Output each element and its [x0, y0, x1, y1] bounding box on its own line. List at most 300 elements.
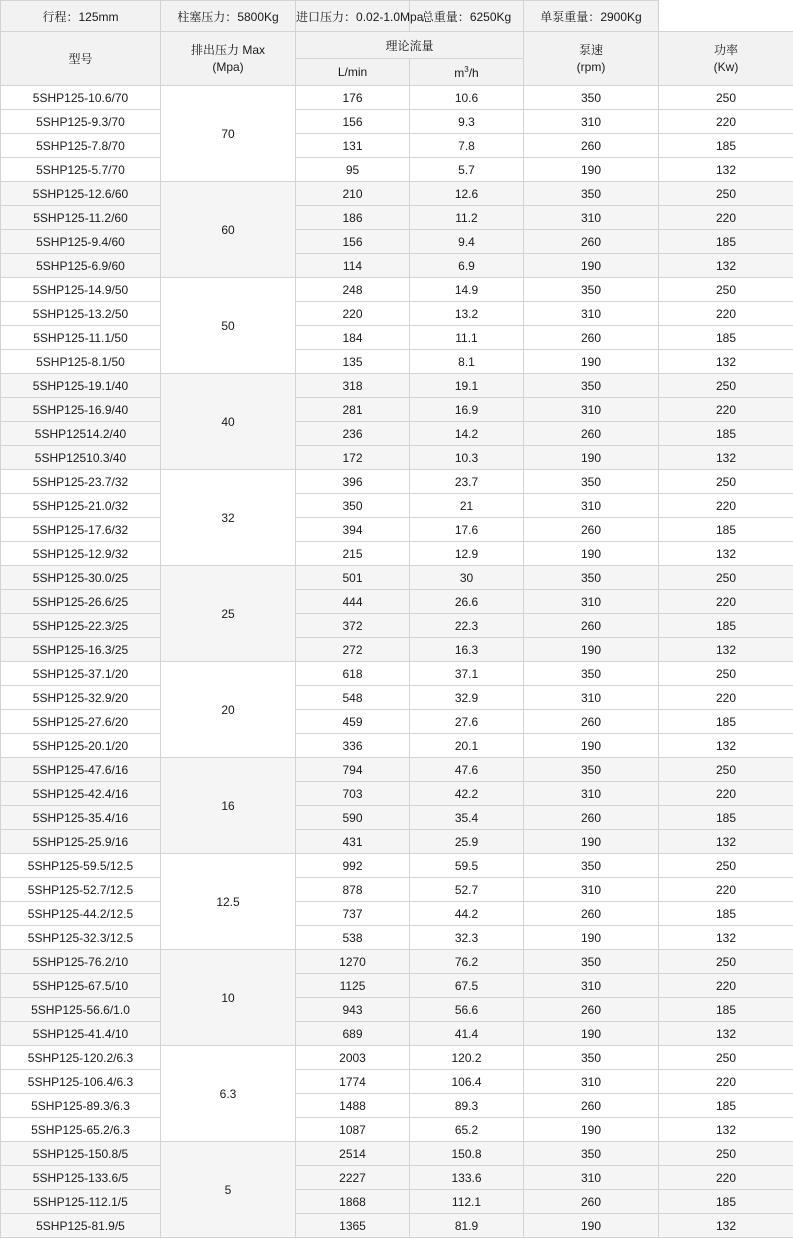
- table-row: [1, 1166, 793, 1190]
- cell-model: 5SHP125-47.6/16: [1, 758, 161, 782]
- cell-discharge-pressure: 16: [161, 758, 296, 854]
- cell-discharge-pressure: 20: [161, 662, 296, 758]
- cell-power: 220: [659, 782, 793, 806]
- cell-power: 220: [659, 302, 793, 326]
- cell-power: 220: [659, 110, 793, 134]
- table-row: [1, 590, 793, 614]
- cell-model: 5SHP125-59.5/12.5: [1, 854, 161, 878]
- cell-pump-speed: 350: [524, 182, 659, 206]
- cell-pump-speed: 350: [524, 950, 659, 974]
- cell-pump-speed: 190: [524, 926, 659, 950]
- cell-flow-m3h: 14.2: [410, 422, 524, 446]
- cell-power: 185: [659, 134, 793, 158]
- cell-model: 5SHP125-20.1/20: [1, 734, 161, 758]
- cell-power: 132: [659, 830, 793, 854]
- cell-model: 5SHP125-133.6/5: [1, 1166, 161, 1190]
- header-discharge-pressure: [161, 32, 296, 86]
- cell-pump-speed: 350: [524, 374, 659, 398]
- table-row: [1, 1046, 793, 1070]
- table-row: [1, 1022, 793, 1046]
- cell-flow-lmin: 396: [296, 470, 410, 494]
- cell-flow-m3h: 30: [410, 566, 524, 590]
- header-pump-speed: [524, 32, 659, 86]
- cell-flow-lmin: 236: [296, 422, 410, 446]
- cell-power: 132: [659, 542, 793, 566]
- table-row: [1, 758, 793, 782]
- cell-pump-speed: 190: [524, 158, 659, 182]
- cell-power: 185: [659, 1190, 793, 1214]
- table-row: [1, 542, 793, 566]
- cell-model: 5SHP125-41.4/10: [1, 1022, 161, 1046]
- cell-model: 5SHP125-12.6/60: [1, 182, 161, 206]
- cell-discharge-pressure: 12.5: [161, 854, 296, 950]
- cell-power: 185: [659, 422, 793, 446]
- cell-flow-m3h: 106.4: [410, 1070, 524, 1094]
- cell-pump-speed: 310: [524, 1070, 659, 1094]
- cell-flow-lmin: 501: [296, 566, 410, 590]
- cell-power: 132: [659, 1214, 793, 1238]
- cell-flow-lmin: 350: [296, 494, 410, 518]
- cell-power: 220: [659, 398, 793, 422]
- cell-power: 220: [659, 590, 793, 614]
- table-row: [1, 902, 793, 926]
- cell-flow-lmin: 943: [296, 998, 410, 1022]
- table-row: [1, 782, 793, 806]
- cell-flow-m3h: 150.8: [410, 1142, 524, 1166]
- cell-power: 250: [659, 86, 793, 110]
- cell-model: 5SHP125-76.2/10: [1, 950, 161, 974]
- cell-discharge-pressure: 32: [161, 470, 296, 566]
- cell-flow-lmin: 176: [296, 86, 410, 110]
- table-row: [1, 878, 793, 902]
- cell-power: 185: [659, 518, 793, 542]
- cell-model: 5SHP125-25.9/16: [1, 830, 161, 854]
- cell-power: 132: [659, 734, 793, 758]
- table-row: [1, 230, 793, 254]
- cell-pump-speed: 190: [524, 542, 659, 566]
- cell-power: 250: [659, 1142, 793, 1166]
- cell-flow-lmin: 431: [296, 830, 410, 854]
- spec-item: [161, 1, 296, 32]
- cell-flow-lmin: 156: [296, 110, 410, 134]
- cell-discharge-pressure: 60: [161, 182, 296, 278]
- cell-model: 5SHP125-8.1/50: [1, 350, 161, 374]
- cell-flow-m3h: 16.9: [410, 398, 524, 422]
- cell-power: 220: [659, 494, 793, 518]
- cell-power: 185: [659, 230, 793, 254]
- table-row: [1, 422, 793, 446]
- cell-model: 5SHP125-32.9/20: [1, 686, 161, 710]
- cell-flow-m3h: 27.6: [410, 710, 524, 734]
- cell-model: 5SHP125-16.3/25: [1, 638, 161, 662]
- cell-flow-m3h: 12.6: [410, 182, 524, 206]
- cell-flow-m3h: 76.2: [410, 950, 524, 974]
- table-row: [1, 974, 793, 998]
- cell-flow-m3h: 7.8: [410, 134, 524, 158]
- cell-power: 132: [659, 254, 793, 278]
- cell-flow-lmin: 272: [296, 638, 410, 662]
- cell-flow-m3h: 120.2: [410, 1046, 524, 1070]
- header-model: 型号: [1, 32, 161, 86]
- cell-power: 250: [659, 854, 793, 878]
- cell-model: 5SHP125-65.2/6.3: [1, 1118, 161, 1142]
- header-flow-m3h-exponent: 3: [464, 65, 468, 74]
- cell-model: 5SHP125-9.3/70: [1, 110, 161, 134]
- cell-flow-m3h: 26.6: [410, 590, 524, 614]
- cell-flow-m3h: 17.6: [410, 518, 524, 542]
- cell-discharge-pressure: 40: [161, 374, 296, 470]
- cell-pump-speed: 310: [524, 206, 659, 230]
- cell-flow-lmin: 156: [296, 230, 410, 254]
- cell-flow-m3h: 81.9: [410, 1214, 524, 1238]
- table-row: [1, 806, 793, 830]
- cell-power: 220: [659, 1070, 793, 1094]
- header-theoretical-flow: 理论流量: [296, 32, 524, 59]
- cell-model: 5SHP125-42.4/16: [1, 782, 161, 806]
- cell-pump-speed: 260: [524, 806, 659, 830]
- cell-power: 220: [659, 878, 793, 902]
- cell-model: 5SHP125-81.9/5: [1, 1214, 161, 1238]
- cell-power: 132: [659, 1022, 793, 1046]
- table-row: [1, 926, 793, 950]
- table-row: [1, 830, 793, 854]
- cell-pump-speed: 310: [524, 686, 659, 710]
- cell-flow-lmin: 737: [296, 902, 410, 926]
- spec-strip-row: [1, 1, 793, 32]
- table-header-row-primary: [1, 32, 793, 59]
- cell-pump-speed: 260: [524, 518, 659, 542]
- cell-pump-speed: 190: [524, 1214, 659, 1238]
- cell-pump-speed: 260: [524, 614, 659, 638]
- spec-item-label: 柱塞压力：: [177, 10, 237, 24]
- cell-flow-lmin: 1774: [296, 1070, 410, 1094]
- cell-model: 5SHP125-10.6/70: [1, 86, 161, 110]
- table-row: [1, 134, 793, 158]
- table-row: [1, 86, 793, 110]
- table-row: [1, 398, 793, 422]
- table-row: [1, 374, 793, 398]
- cell-pump-speed: 260: [524, 1094, 659, 1118]
- table-row: [1, 158, 793, 182]
- cell-flow-m3h: 16.3: [410, 638, 524, 662]
- cell-flow-m3h: 67.5: [410, 974, 524, 998]
- cell-power: 132: [659, 638, 793, 662]
- table-row: [1, 566, 793, 590]
- cell-discharge-pressure: 5: [161, 1142, 296, 1238]
- table-row: [1, 686, 793, 710]
- cell-model: 5SHP125-112.1/5: [1, 1190, 161, 1214]
- table-row: [1, 614, 793, 638]
- cell-power: 185: [659, 710, 793, 734]
- spec-item-label: 行程：: [42, 10, 78, 24]
- table-row: [1, 254, 793, 278]
- cell-pump-speed: 260: [524, 998, 659, 1022]
- cell-pump-speed: 260: [524, 1190, 659, 1214]
- table-row: [1, 662, 793, 686]
- cell-power: 220: [659, 974, 793, 998]
- spec-item: [410, 1, 524, 32]
- cell-pump-speed: 260: [524, 422, 659, 446]
- spec-item-value: 2900Kg: [600, 10, 641, 24]
- table-row: [1, 854, 793, 878]
- spec-item-label: 单泵重量：: [540, 10, 600, 24]
- table-row: [1, 326, 793, 350]
- cell-discharge-pressure: 70: [161, 86, 296, 182]
- cell-flow-lmin: 372: [296, 614, 410, 638]
- cell-model: 5SHP125-11.2/60: [1, 206, 161, 230]
- cell-power: 250: [659, 470, 793, 494]
- cell-flow-m3h: 12.9: [410, 542, 524, 566]
- cell-model: 5SHP125-14.9/50: [1, 278, 161, 302]
- cell-flow-m3h: 10.6: [410, 86, 524, 110]
- cell-flow-m3h: 52.7: [410, 878, 524, 902]
- header-flow-m3h-prefix: m: [454, 66, 464, 80]
- cell-pump-speed: 350: [524, 470, 659, 494]
- cell-flow-lmin: 95: [296, 158, 410, 182]
- cell-power: 132: [659, 350, 793, 374]
- table-row: [1, 1070, 793, 1094]
- cell-flow-lmin: 1868: [296, 1190, 410, 1214]
- cell-power: 185: [659, 614, 793, 638]
- cell-pump-speed: 260: [524, 710, 659, 734]
- cell-flow-lmin: 184: [296, 326, 410, 350]
- cell-model: 5SHP125-52.7/12.5: [1, 878, 161, 902]
- cell-flow-lmin: 794: [296, 758, 410, 782]
- table-row: [1, 1094, 793, 1118]
- cell-model: 5SHP125-56.6/1.0: [1, 998, 161, 1022]
- cell-pump-speed: 310: [524, 878, 659, 902]
- spec-item-value: 125mm: [79, 10, 119, 24]
- cell-pump-speed: 190: [524, 638, 659, 662]
- spec-item-label: 进口压力：: [296, 10, 356, 24]
- cell-pump-speed: 310: [524, 494, 659, 518]
- cell-power: 185: [659, 998, 793, 1022]
- table-row: [1, 950, 793, 974]
- cell-flow-m3h: 32.3: [410, 926, 524, 950]
- cell-power: 250: [659, 1046, 793, 1070]
- cell-model: 5SHP125-19.1/40: [1, 374, 161, 398]
- cell-flow-lmin: 1270: [296, 950, 410, 974]
- cell-discharge-pressure: 10: [161, 950, 296, 1046]
- cell-model: 5SHP125-35.4/16: [1, 806, 161, 830]
- cell-flow-m3h: 19.1: [410, 374, 524, 398]
- cell-flow-m3h: 22.3: [410, 614, 524, 638]
- header-pump-speed-title: 泵速: [524, 42, 658, 58]
- header-flow-lmin: L/min: [296, 59, 410, 86]
- cell-power: 250: [659, 278, 793, 302]
- cell-pump-speed: 310: [524, 782, 659, 806]
- cell-flow-lmin: 2003: [296, 1046, 410, 1070]
- cell-power: 250: [659, 566, 793, 590]
- cell-flow-lmin: 131: [296, 134, 410, 158]
- cell-flow-m3h: 32.9: [410, 686, 524, 710]
- cell-flow-lmin: 548: [296, 686, 410, 710]
- cell-pump-speed: 350: [524, 1046, 659, 1070]
- table-row: [1, 1118, 793, 1142]
- cell-pump-speed: 350: [524, 758, 659, 782]
- spec-item-value: 0.02-1.0Mpa: [356, 10, 423, 24]
- cell-flow-m3h: 89.3: [410, 1094, 524, 1118]
- cell-model: 5SHP125-13.2/50: [1, 302, 161, 326]
- cell-power: 250: [659, 758, 793, 782]
- cell-pump-speed: 350: [524, 86, 659, 110]
- cell-model: 5SHP125-6.9/60: [1, 254, 161, 278]
- header-power-title: 功率: [659, 42, 793, 58]
- cell-pump-speed: 190: [524, 254, 659, 278]
- spec-item-value: 6250Kg: [470, 10, 511, 24]
- cell-flow-m3h: 6.9: [410, 254, 524, 278]
- cell-model: 5SHP125-32.3/12.5: [1, 926, 161, 950]
- spec-item: [296, 1, 410, 32]
- cell-pump-speed: 310: [524, 398, 659, 422]
- cell-power: 185: [659, 806, 793, 830]
- cell-pump-speed: 350: [524, 1142, 659, 1166]
- cell-flow-m3h: 25.9: [410, 830, 524, 854]
- cell-power: 250: [659, 662, 793, 686]
- cell-model: 5SHP125-23.7/32: [1, 470, 161, 494]
- cell-pump-speed: 260: [524, 326, 659, 350]
- header-discharge-pressure-unit: (Mpa): [161, 59, 295, 75]
- table-row: [1, 998, 793, 1022]
- cell-flow-m3h: 11.1: [410, 326, 524, 350]
- spec-item: [524, 1, 659, 32]
- cell-flow-m3h: 13.2: [410, 302, 524, 326]
- cell-power: 185: [659, 1094, 793, 1118]
- cell-pump-speed: 260: [524, 134, 659, 158]
- cell-flow-m3h: 9.4: [410, 230, 524, 254]
- table-row: [1, 638, 793, 662]
- cell-model: 5SHP125-150.8/5: [1, 1142, 161, 1166]
- cell-flow-lmin: 1125: [296, 974, 410, 998]
- cell-power: 132: [659, 446, 793, 470]
- cell-flow-lmin: 618: [296, 662, 410, 686]
- cell-flow-lmin: 135: [296, 350, 410, 374]
- cell-flow-lmin: 2514: [296, 1142, 410, 1166]
- cell-model: 5SHP12514.2/40: [1, 422, 161, 446]
- cell-flow-lmin: 1365: [296, 1214, 410, 1238]
- table-row: [1, 278, 793, 302]
- cell-flow-m3h: 59.5: [410, 854, 524, 878]
- cell-model: 5SHP125-106.4/6.3: [1, 1070, 161, 1094]
- cell-flow-m3h: 20.1: [410, 734, 524, 758]
- cell-discharge-pressure: 50: [161, 278, 296, 374]
- cell-flow-lmin: 459: [296, 710, 410, 734]
- cell-power: 220: [659, 1166, 793, 1190]
- cell-power: 220: [659, 686, 793, 710]
- cell-flow-lmin: 878: [296, 878, 410, 902]
- cell-flow-lmin: 336: [296, 734, 410, 758]
- cell-model: 5SHP125-17.6/32: [1, 518, 161, 542]
- spec-item-label: 总重量：: [422, 10, 470, 24]
- cell-power: 132: [659, 1118, 793, 1142]
- table-row: [1, 494, 793, 518]
- cell-flow-m3h: 56.6: [410, 998, 524, 1022]
- cell-flow-m3h: 35.4: [410, 806, 524, 830]
- cell-flow-lmin: 210: [296, 182, 410, 206]
- cell-flow-m3h: 21: [410, 494, 524, 518]
- cell-power: 185: [659, 902, 793, 926]
- cell-model: 5SHP12510.3/40: [1, 446, 161, 470]
- spec-item-value: 5800Kg: [237, 10, 278, 24]
- cell-model: 5SHP125-22.3/25: [1, 614, 161, 638]
- cell-flow-lmin: 1488: [296, 1094, 410, 1118]
- cell-pump-speed: 190: [524, 350, 659, 374]
- cell-pump-speed: 190: [524, 1118, 659, 1142]
- cell-pump-speed: 350: [524, 566, 659, 590]
- cell-flow-lmin: 689: [296, 1022, 410, 1046]
- cell-flow-lmin: 590: [296, 806, 410, 830]
- cell-pump-speed: 190: [524, 1022, 659, 1046]
- cell-flow-m3h: 44.2: [410, 902, 524, 926]
- cell-flow-m3h: 8.1: [410, 350, 524, 374]
- cell-flow-lmin: 186: [296, 206, 410, 230]
- cell-flow-lmin: 444: [296, 590, 410, 614]
- table-row: [1, 110, 793, 134]
- header-discharge-pressure-title: 排出压力 Max: [161, 42, 295, 58]
- cell-model: 5SHP125-21.0/32: [1, 494, 161, 518]
- cell-pump-speed: 260: [524, 902, 659, 926]
- cell-pump-speed: 310: [524, 302, 659, 326]
- cell-flow-m3h: 133.6: [410, 1166, 524, 1190]
- cell-model: 5SHP125-5.7/70: [1, 158, 161, 182]
- cell-model: 5SHP125-120.2/6.3: [1, 1046, 161, 1070]
- cell-flow-lmin: 538: [296, 926, 410, 950]
- cell-flow-m3h: 47.6: [410, 758, 524, 782]
- table-row: [1, 1214, 793, 1238]
- cell-flow-m3h: 14.9: [410, 278, 524, 302]
- cell-flow-lmin: 394: [296, 518, 410, 542]
- cell-power: 250: [659, 950, 793, 974]
- cell-flow-lmin: 114: [296, 254, 410, 278]
- table-row: [1, 470, 793, 494]
- cell-model: 5SHP125-9.4/60: [1, 230, 161, 254]
- cell-model: 5SHP125-26.6/25: [1, 590, 161, 614]
- table-row: [1, 350, 793, 374]
- spec-item: [1, 1, 161, 32]
- table-row: [1, 710, 793, 734]
- header-power-unit: (Kw): [659, 59, 793, 75]
- table-row: [1, 446, 793, 470]
- cell-flow-lmin: 992: [296, 854, 410, 878]
- cell-discharge-pressure: 25: [161, 566, 296, 662]
- cell-flow-m3h: 11.2: [410, 206, 524, 230]
- cell-pump-speed: 310: [524, 974, 659, 998]
- cell-pump-speed: 190: [524, 830, 659, 854]
- table-row: [1, 518, 793, 542]
- cell-pump-speed: 350: [524, 278, 659, 302]
- table-row: [1, 206, 793, 230]
- cell-pump-speed: 310: [524, 110, 659, 134]
- cell-flow-m3h: 41.4: [410, 1022, 524, 1046]
- cell-model: 5SHP125-30.0/25: [1, 566, 161, 590]
- cell-power: 132: [659, 926, 793, 950]
- cell-model: 5SHP125-16.9/40: [1, 398, 161, 422]
- cell-power: 185: [659, 326, 793, 350]
- cell-pump-speed: 190: [524, 446, 659, 470]
- cell-power: 220: [659, 206, 793, 230]
- table-row: [1, 1142, 793, 1166]
- cell-model: 5SHP125-44.2/12.5: [1, 902, 161, 926]
- table-row: [1, 302, 793, 326]
- table-row: [1, 1190, 793, 1214]
- cell-power: 132: [659, 158, 793, 182]
- cell-flow-lmin: 215: [296, 542, 410, 566]
- cell-flow-m3h: 65.2: [410, 1118, 524, 1142]
- cell-model: 5SHP125-67.5/10: [1, 974, 161, 998]
- cell-flow-lmin: 1087: [296, 1118, 410, 1142]
- cell-flow-lmin: 281: [296, 398, 410, 422]
- cell-flow-lmin: 248: [296, 278, 410, 302]
